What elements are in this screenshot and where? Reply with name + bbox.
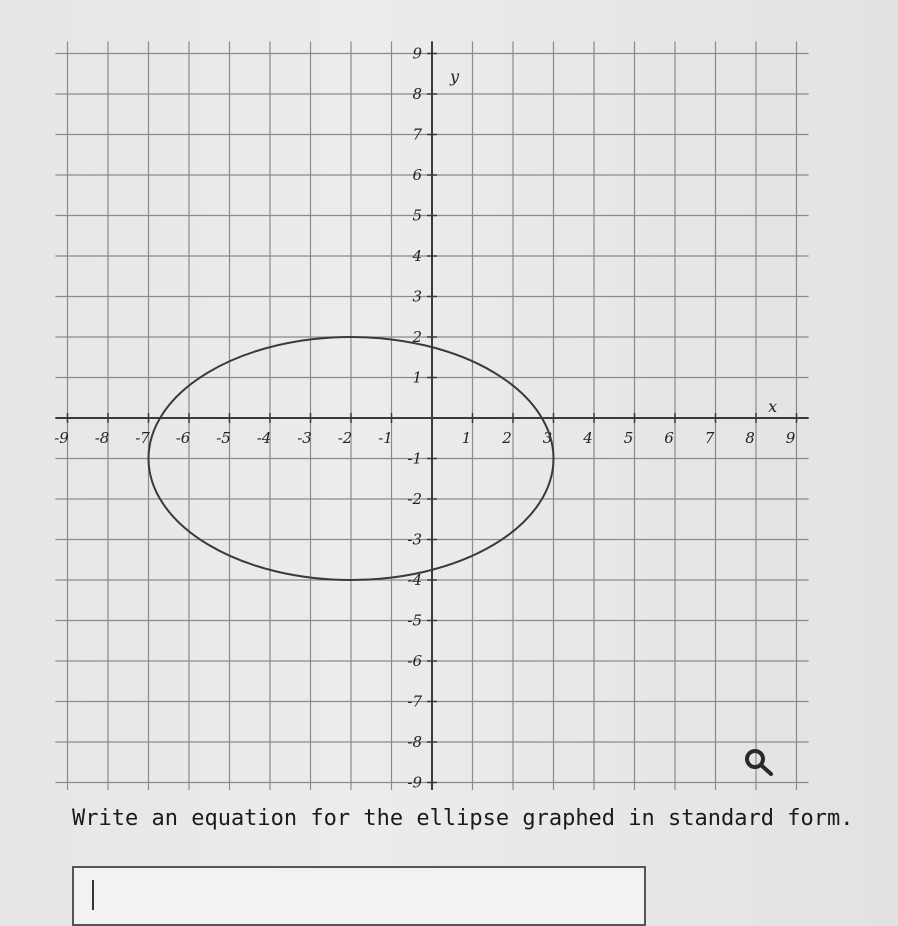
question-prompt: Write an equation for the ellipse graphed in standard form. xyxy=(72,806,854,831)
x-tick-label: -2 xyxy=(337,429,353,447)
y-tick-label: 3 xyxy=(412,287,422,306)
y-tick-label: -5 xyxy=(407,611,422,630)
y-tick-label: -9 xyxy=(407,773,422,790)
y-tick-label: 9 xyxy=(412,44,422,63)
x-tick-label: -8 xyxy=(94,429,110,447)
x-tick-label: 2 xyxy=(502,429,512,447)
x-tick-label: -3 xyxy=(297,429,312,447)
y-tick-label: 5 xyxy=(412,206,422,225)
y-axis-label: y xyxy=(450,66,460,86)
x-tick-label: 3 xyxy=(542,429,553,447)
y-tick-label: 1 xyxy=(412,368,422,387)
y-tick-label: -2 xyxy=(407,490,422,508)
x-tick-label: 7 xyxy=(704,429,715,447)
y-tick-label: -7 xyxy=(407,692,422,711)
x-tick-label: 5 xyxy=(623,429,634,447)
x-tick-label: -6 xyxy=(175,429,191,447)
answer-input[interactable] xyxy=(72,866,646,926)
x-tick-label: -7 xyxy=(135,429,150,447)
y-tick-label: -6 xyxy=(407,652,422,670)
x-tick-label: -4 xyxy=(256,429,272,447)
y-tick-label: -3 xyxy=(407,530,422,549)
x-tick-label: 1 xyxy=(461,429,472,447)
x-tick-label: 8 xyxy=(745,429,755,447)
y-tick-label: 2 xyxy=(412,328,422,346)
y-tick-label: -1 xyxy=(407,449,422,468)
x-tick-label: -1 xyxy=(378,429,393,447)
x-tick-label: 6 xyxy=(664,429,674,447)
y-tick-label: 8 xyxy=(412,85,422,103)
text-caret xyxy=(92,880,94,910)
y-tick-label: 6 xyxy=(412,166,422,184)
x-axis-label: x xyxy=(768,397,778,416)
x-tick-label: -5 xyxy=(216,429,231,447)
magnifier-icon[interactable] xyxy=(742,746,776,778)
x-tick-label: 9 xyxy=(785,429,796,447)
x-tick-label: -9 xyxy=(54,429,69,447)
y-tick-label: -4 xyxy=(407,571,422,589)
x-tick-label: 4 xyxy=(583,429,593,447)
y-tick-label: -8 xyxy=(407,733,422,751)
y-tick-label: 4 xyxy=(412,247,422,265)
y-tick-label: 7 xyxy=(412,125,422,144)
